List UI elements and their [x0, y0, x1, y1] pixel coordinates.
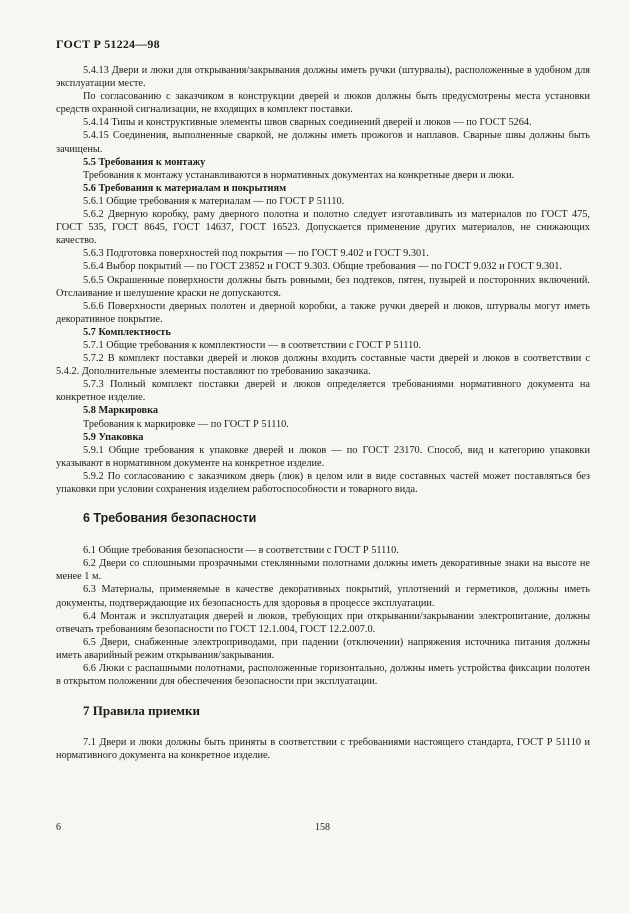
subsection-heading: 5.6 Требования к материалам и покрытиям [83, 182, 287, 194]
paragraph: 5.6.5 Окрашенные поверхности должны быть ровными, без подтеков, пятен, пузырей и посторонних включений. Отслаивание и шелушение краски не допускаются. [56, 274, 590, 299]
paragraph: 5.4.14 Типы и конструктивные элементы швов сварных соединений дверей и люков — по ГОСТ 5264. [83, 117, 532, 129]
paragraph: 6.4 Монтаж и эксплуатация дверей и люков, требующих при открывании/закрывании электропитание, должны отвечать требованиям безопасности по ГОСТ 12.1.004, ГОСТ 12.2.007.0. [56, 610, 590, 635]
subsection-heading: 5.8 Маркировка [83, 405, 159, 417]
sheet-number: 158 [315, 822, 330, 833]
paragraph: 5.7.2 В комплект поставки дверей и люков должны входить составные части дверей и люков в соответствии с 5.4.2. Дополнительные элементы поставляют по требованию заказчика. [56, 353, 590, 378]
paragraph: Требования к маркировке — по ГОСТ Р 51110. [83, 418, 289, 430]
paragraph: 6.2 Двери со сплошными прозрачными стеклянными полотнами должны иметь декоративные знаки на высоте не менее 1 м. [56, 558, 590, 583]
paragraph: По согласованию с заказчиком в конструкции дверей и люков должны быть предусмотрены места установки средств охранной сигнализации, не входящих в комплект поставки. [56, 91, 590, 116]
subsection-heading: 5.7 Комплектность [83, 326, 171, 338]
subsection-heading: 5.9 Упаковка [83, 431, 144, 443]
paragraph: 5.4.13 Двери и люки для открывания/закрывания должны иметь ручки (штурвалы), расположенные в удобном для эксплуатации месте. [56, 65, 590, 90]
paragraph: 5.6.2 Дверную коробку, раму дверного полотна и полотно следует изготавливать из материалов по ГОСТ 475, ГОСТ 535, ГОСТ 8645, ГОСТ 14637, ГОСТ 16523. Допускается применение других материалов, не снижающих качество. [56, 209, 590, 247]
section-7-title: 7 Правила приемки [83, 703, 200, 719]
paragraph: 5.6.1 Общие требования к материалам — по ГОСТ Р 51110. [83, 195, 345, 207]
paragraph: 5.6.4 Выбор покрытий — по ГОСТ 23852 и ГОСТ 9.303. Общие требования — по ГОСТ 9.032 и ГОСТ 9.301. [83, 261, 562, 273]
section-6-title: 6 Требования безопасности [83, 511, 257, 526]
paragraph: 5.6.3 Подготовка поверхностей под покрытия — по ГОСТ 9.402 и ГОСТ 9.301. [83, 248, 429, 260]
document-code-header: ГОСТ Р 51224—98 [56, 37, 160, 51]
paragraph: 5.4.15 Соединения, выполненные сваркой, не должны иметь прожогов и наплавов. Сварные швы должны быть зачищены. [56, 130, 590, 155]
paragraph: 6.1 Общие требования безопасности — в соответствии с ГОСТ Р 51110. [83, 545, 399, 557]
document-body [56, 64, 590, 763]
paragraph: 5.9.2 По согласованию с заказчиком дверь (люк) в целом или в виде составных частей может поставляться без упаковки при условии сохранения изделием работоспособности и товарного вида. [56, 470, 590, 495]
paragraph: 6.6 Люки с распашными полотнами, расположенные горизонтально, должны иметь устройства фиксации полотен в открытом положении для обеспечения безопасности при эксплуатации. [56, 663, 590, 688]
page-number: 6 [56, 822, 61, 833]
section-6-body [56, 544, 590, 688]
paragraph: 5.6.6 Поверхности дверных полотен и дверной коробки, а также ручки дверей и люков, штурвалы могут иметь декоративное покрытие. [56, 300, 590, 325]
paragraph: 5.7.3 Полный комплект поставки дверей и люков определяется требованиями нормативного документа на конкретное изделие. [56, 379, 590, 404]
paragraph: Требования к монтажу устанавливаются в нормативных документах на конкретные двери и люки. [83, 169, 515, 181]
section-5-continuation [56, 64, 590, 496]
subsection-heading: 5.5 Требования к монтажу [83, 156, 206, 168]
paragraph: 5.9.1 Общие требования к упаковке дверей и люков — по ГОСТ 23170. Способ, вид и категорию упаковки указывают в нормативном документе на конкретное изделие. [56, 444, 590, 469]
paragraph: 6.3 Материалы, применяемые в качестве декоративных покрытий, уплотнений и герметиков, должны иметь документы, подтверждающие их безопасность для здоровья в процессе эксплуатации. [56, 584, 590, 609]
section-7-body [56, 736, 590, 762]
paragraph: 7.1 Двери и люки должны быть приняты в соответствии с требованиями настоящего стандарта, ГОСТ Р 51110 и нормативного документа на конкретное изделие. [56, 737, 590, 762]
paragraph: 6.5 Двери, снабженные электроприводами, при падении (отключении) напряжения источника питания должны иметь аварийный режим открывания/закрывания. [56, 636, 590, 661]
paragraph: 5.7.1 Общие требования к комплектности — в соответствии с ГОСТ Р 51110. [83, 339, 422, 351]
